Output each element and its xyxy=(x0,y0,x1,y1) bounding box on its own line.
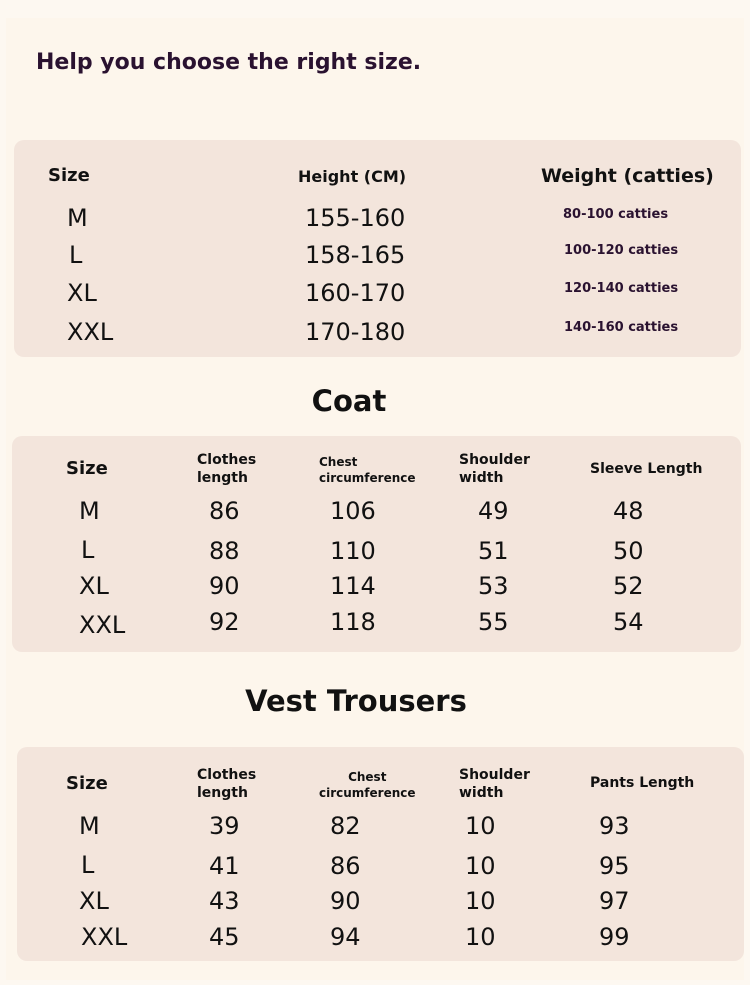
coat-sleeve-header: Sleeve Length xyxy=(590,461,703,477)
header-line: circumference xyxy=(319,471,416,485)
coat-chest-cell: 106 xyxy=(330,497,376,525)
vest-clothes-length-cell: 43 xyxy=(209,887,240,915)
coat-chest-cell: 114 xyxy=(330,572,376,600)
size-cell: XL xyxy=(67,279,97,307)
height-header: Height (CM) xyxy=(298,167,407,186)
vest-size-cell: XXL xyxy=(81,923,128,951)
header-line: width xyxy=(459,470,504,486)
coat-clothes-length-cell: 90 xyxy=(209,572,240,600)
vest-clothes-length-cell: 39 xyxy=(209,812,240,840)
vest-pants-header: Pants Length xyxy=(590,775,695,791)
header-line: Chest xyxy=(348,770,387,784)
vest-pants-cell: 95 xyxy=(599,852,630,880)
coat-size-cell: M xyxy=(79,497,100,525)
header-line: Shoulder xyxy=(459,767,530,783)
weight-cell: 140-160 catties xyxy=(564,320,679,335)
vest-chest-cell: 86 xyxy=(330,852,361,880)
vest-pants-cell: 99 xyxy=(599,923,630,951)
size-cell: M xyxy=(67,204,88,232)
header-line: Clothes xyxy=(197,767,257,783)
coat-clothes-length-cell: 92 xyxy=(209,608,240,636)
page-title: Help you choose the right size. xyxy=(36,50,422,75)
weight-cell: 80-100 catties xyxy=(563,207,669,222)
vest-trousers-title: Vest Trousers xyxy=(245,684,467,718)
header-line: length xyxy=(197,470,248,486)
weight-cell: 120-140 catties xyxy=(564,281,679,296)
vest-shoulder-cell: 10 xyxy=(465,812,496,840)
coat-clothes-length-cell: 88 xyxy=(209,537,240,565)
vest-pants-cell: 97 xyxy=(599,887,630,915)
coat-size-cell: L xyxy=(81,536,95,564)
coat-shoulder-cell: 53 xyxy=(478,572,509,600)
vest-clothes-length-header xyxy=(197,766,256,802)
coat-size-cell: XXL xyxy=(79,611,126,639)
vest-clothes-length-cell: 45 xyxy=(209,923,240,951)
weight-header: Weight (catties) xyxy=(541,165,714,187)
coat-sleeve-cell: 54 xyxy=(613,608,644,636)
coat-chest-cell: 118 xyxy=(330,608,376,636)
coat-clothes-length-header xyxy=(197,451,256,487)
coat-chest-header xyxy=(319,454,416,486)
coat-shoulder-header xyxy=(459,451,530,487)
coat-sleeve-cell: 50 xyxy=(613,537,644,565)
vest-chest-header xyxy=(319,769,416,801)
coat-chest-cell: 110 xyxy=(330,537,376,565)
vest-shoulder-header xyxy=(459,766,530,802)
vest-shoulder-cell: 10 xyxy=(465,887,496,915)
header-line: length xyxy=(197,785,248,801)
vest-size-cell: L xyxy=(81,851,95,879)
coat-sleeve-cell: 52 xyxy=(613,572,644,600)
vest-size-cell: XL xyxy=(79,887,109,915)
header-line: Clothes xyxy=(197,452,257,468)
height-cell: 170-180 xyxy=(305,318,406,346)
coat-shoulder-cell: 55 xyxy=(478,608,509,636)
coat-clothes-length-cell: 86 xyxy=(209,497,240,525)
coat-sleeve-cell: 48 xyxy=(613,497,644,525)
height-cell: 160-170 xyxy=(305,279,406,307)
coat-shoulder-cell: 49 xyxy=(478,497,509,525)
vest-pants-cell: 93 xyxy=(599,812,630,840)
vest-chest-cell: 82 xyxy=(330,812,361,840)
size-header: Size xyxy=(48,165,90,186)
coat-shoulder-cell: 51 xyxy=(478,537,509,565)
vest-clothes-length-cell: 41 xyxy=(209,852,240,880)
coat-size-header: Size xyxy=(66,458,108,479)
vest-size-header: Size xyxy=(66,773,108,794)
vest-chest-cell: 90 xyxy=(330,887,361,915)
weight-cell: 100-120 catties xyxy=(564,243,679,258)
vest-shoulder-cell: 10 xyxy=(465,923,496,951)
size-cell: XXL xyxy=(67,318,114,346)
header-line: Shoulder xyxy=(459,452,530,468)
size-cell: L xyxy=(69,241,83,269)
header-line: Chest xyxy=(319,455,358,469)
header-line: circumference xyxy=(319,786,416,800)
header-line: width xyxy=(459,785,504,801)
coat-size-cell: XL xyxy=(79,572,109,600)
vest-size-cell: M xyxy=(79,812,100,840)
height-cell: 158-165 xyxy=(305,241,406,269)
height-cell: 155-160 xyxy=(305,204,406,232)
vest-shoulder-cell: 10 xyxy=(465,852,496,880)
vest-chest-cell: 94 xyxy=(330,923,361,951)
coat-title: Coat xyxy=(311,384,387,418)
